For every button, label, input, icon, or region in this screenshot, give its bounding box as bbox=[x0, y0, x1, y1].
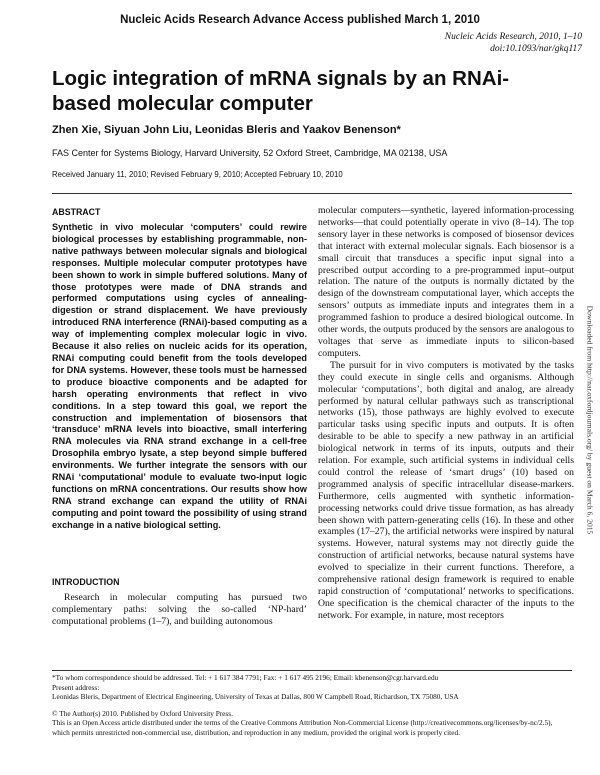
article-title: Logic integration of mRNA signals by an RNAi-based molecular computer bbox=[52, 67, 510, 115]
right-column-text bbox=[318, 205, 574, 622]
present-address-label: Present address: bbox=[52, 682, 100, 692]
correspondence-note: *To whom correspondence should be addressed. Tel: + 1 617 384 7791; Fax: + 1 617 495 2196; Email: kbenenson@cgr.harvard.edu bbox=[52, 673, 439, 682]
submission-dates: Received January 11, 2010; Revised February 9, 2010; Accepted February 10, 2010 bbox=[52, 170, 343, 179]
present-address: Leonidas Bleris, Department of Electrical Engineering, University of Texas at Dallas, 800 W Campbell Road, Richardson, TX 75080, USA bbox=[52, 692, 459, 702]
download-side-note-text: Downloaded from http://nar.oxfordjournals.org/ by guest on March 6, 2015 bbox=[585, 305, 595, 535]
footnotes bbox=[52, 673, 572, 738]
introduction-heading: INTRODUCTION bbox=[52, 577, 120, 587]
download-side-note bbox=[583, 240, 597, 600]
affiliation: FAS Center for Systems Biology, Harvard University, 52 Oxford Street, Cambridge, MA 02138, USA bbox=[52, 148, 448, 158]
introduction-body: Research in molecular computing has pursued two complementary paths: solving the so-called ‘NP-hard’ computational problems (1–7), and building autonomous bbox=[52, 592, 307, 627]
journal-line: Nucleic Acids Research, 2010, 1–10 bbox=[444, 32, 582, 42]
copyright-note: © The Author(s) 2010. Published by Oxford University Press. bbox=[52, 708, 233, 718]
footnote-divider bbox=[52, 670, 572, 671]
license-note: This is an Open Access article distributed under the terms of the Creative Commons Attribution Non-Commercial License (http://creativecommons.org/licenses/by-nc/2.5), which permits unrestricted non-commercial use, distribution, and reproduction in any medium, provided the original work is properly cited. bbox=[52, 718, 553, 737]
header-divider bbox=[52, 193, 572, 194]
author-list: Zhen Xie, Siyuan John Liu, Leonidas Bleris and Yaakov Benenson* bbox=[52, 124, 401, 136]
doi-line: doi:10.1093/nar/gkq117 bbox=[490, 44, 582, 54]
body-paragraph: molecular computers—synthetic, layered information-processing networks—that could potentially operate in vivo (8–14). The top sensory layer in these networks is composed of biosensor devices that interact with external molecular signals. Each biosensor is a small circuit that transduces a specific input signal into a prescribed output according to a pre-programmed input–output relation. The nature of the outputs is normally dictated by the design of the downstream computational layer, which accepts the sensors’ outputs as immediate inputs and integrates them in a programmed fashion to produce a desired biological outcome. In other words, the outputs produced by the sensors are analogous to voltages that serve as immediate inputs to silicon-based computers. bbox=[318, 205, 574, 359]
abstract-body: Synthetic in vivo molecular ‘computers’ could rewire biological processes by establishing programmable, non-native pathways between molecular signals and biological responses. Multiple molecular computer prototypes have been shown to work in simple buffered solutions. Many of those prototypes were made of DNA strands and performed computations using cycles of annealing-digestion or strand displacement. We have previously introduced RNA interference (RNAi)-based computing as a way of implementing complex molecular logic in vivo. Because it also relies on nucleic acids for its operation, RNAi computing could benefit from the tools developed for DNA systems. However, these tools must be harnessed to produce bioactive components and be adapted for harsh operating environments that reflect in vivo conditions. In a step toward this goal, we report the construction and implementation of biosensors that ‘transduce’ mRNA levels into bioactive, small interfering RNA molecules via RNA strand exchange in a cell-free Drosophila embryo lysate, a step beyond simple buffered environments. We further integrate the sensors with our RNAi ‘computational’ module to evaluate two-input logic functions on mRNA concentrations. Our results show how RNA strand exchange can expand the utility of RNAi computing and point toward the possibility of using strand exchange in a native biological setting. bbox=[52, 222, 307, 530]
body-paragraph: The pursuit for in vivo computers is motivated by the tasks they could execute in single cells and organisms. Although molecular ‘computations’, both digital and analog, are already performed by natural cellular pathways such as transcriptional networks (15), those pathways are highly evolved to execute particular tasks using specific inputs and outputs. It is often desirable to be able to specify a new pathway in an artificial biological network in terms of its inputs, outputs and their relation. For example, such artificial systems in individual cells could control the release of ‘smart drugs’ (10) based on programmed analysis of specific intracellular disease-markers. Furthermore, cells augmented with synthetic information-processing networks could drive tissue formation, as has already been shown with pattern-generating cells (16). In these and other examples (17–27), the artificial networks were inspired by natural systems. However, natural systems may not directly guide the construction of artificial networks, because natural systems have evolved to specialize in their current functions. Therefore, a comprehensive rational design framework is required to enable rapid construction of ‘computational’ networks to specifications. One specification is the chemical character of the inputs to the network. For example, in nature, most receptors bbox=[318, 359, 574, 621]
abstract-heading: ABSTRACT bbox=[52, 207, 101, 217]
journal-citation bbox=[445, 31, 582, 55]
advance-access-banner: Nucleic Acids Research Advance Access published March 1, 2010 bbox=[120, 14, 480, 26]
